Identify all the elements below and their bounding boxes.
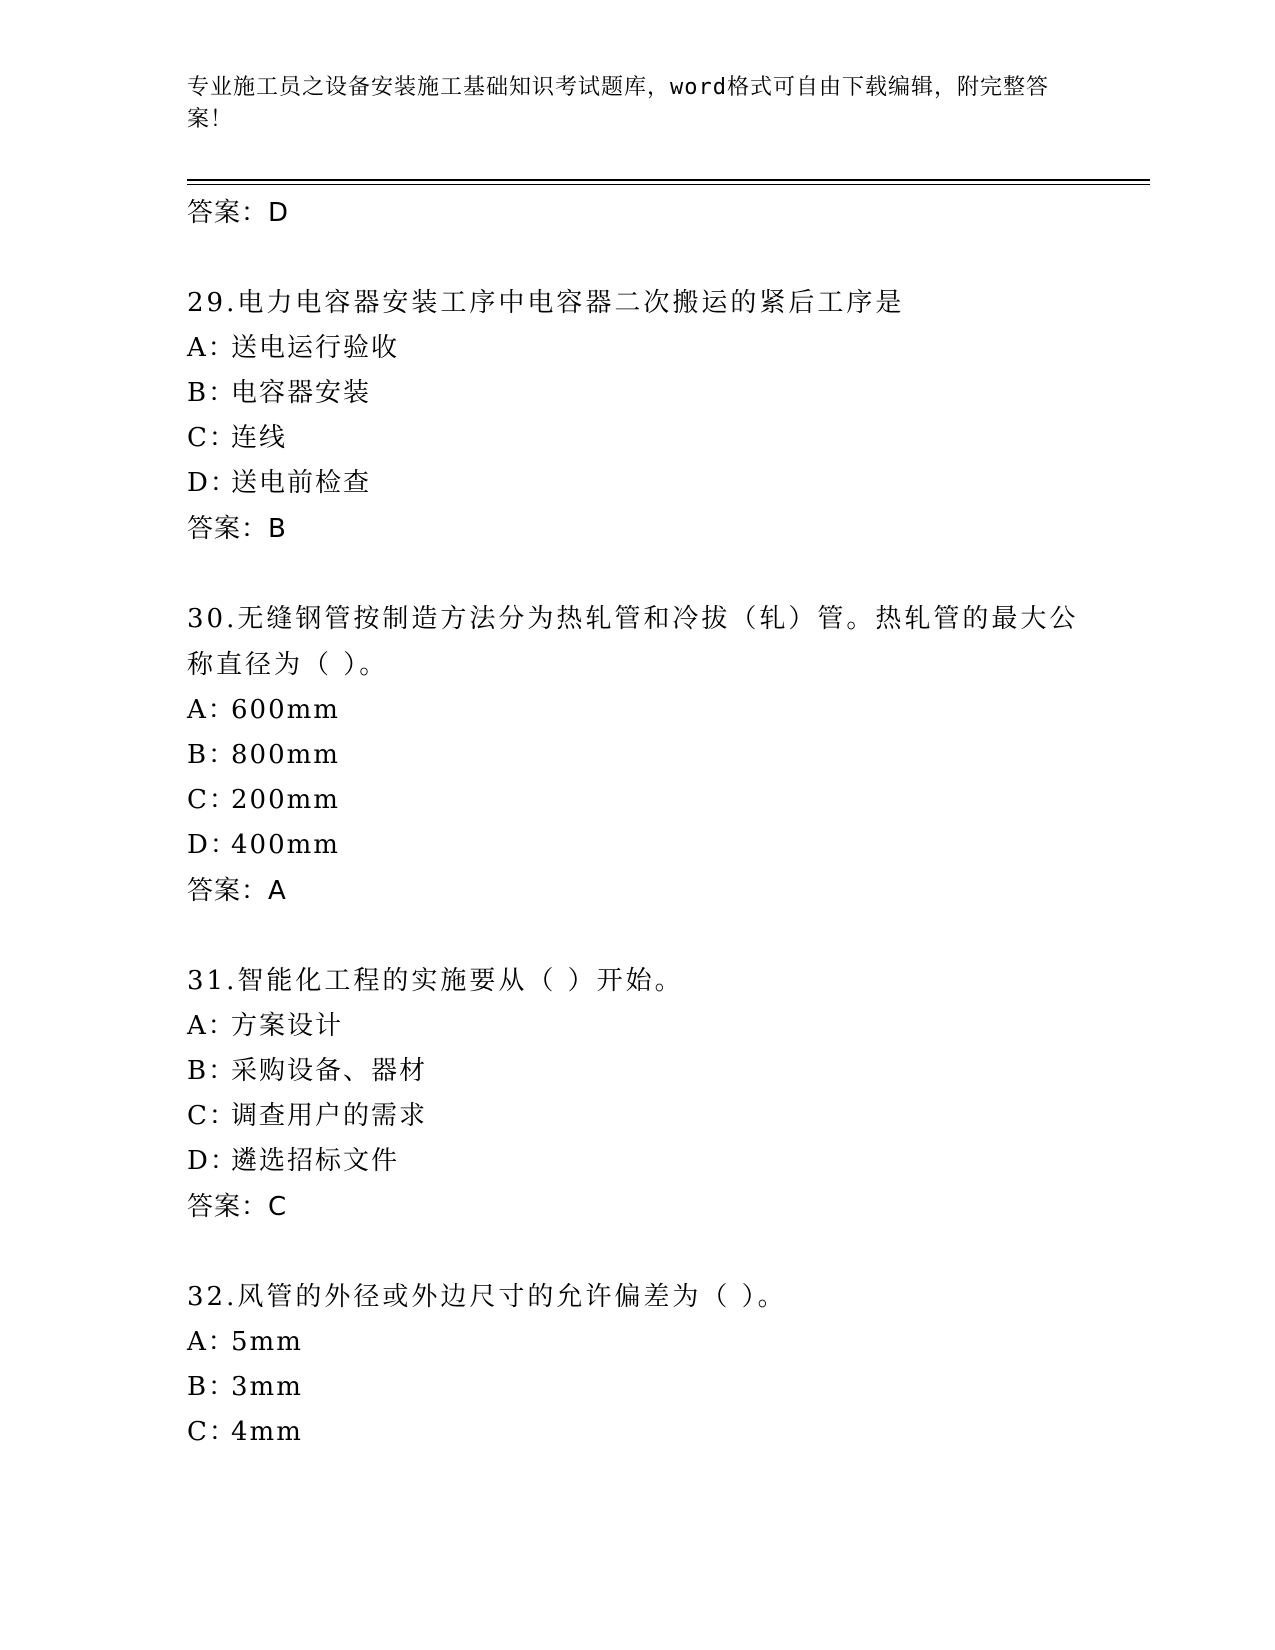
- option-c: [187, 1094, 1087, 1139]
- option-label: A：: [187, 1327, 236, 1357]
- option-text: 4mm: [231, 1417, 303, 1447]
- option-text: 送电运行验收: [231, 333, 400, 363]
- question-block: [187, 596, 1087, 914]
- option-d: [187, 823, 1087, 868]
- option-label: A：: [187, 1011, 236, 1041]
- option-text: 800mm: [231, 740, 340, 770]
- option-text: 200mm: [231, 785, 340, 815]
- answer-text: 答案：B: [187, 514, 287, 544]
- option-text: 400mm: [231, 830, 340, 860]
- option-text: 调查用户的需求: [231, 1101, 428, 1131]
- option-c: [187, 416, 1087, 461]
- option-b: [187, 371, 1087, 416]
- option-a: [187, 1004, 1087, 1049]
- option-b: [187, 1365, 1087, 1410]
- option-label: B：: [187, 378, 237, 408]
- question-text: 30.无缝钢管按制造方法分为热轧管和冷拔（轧）管。热轧管的最大公称直径为（ ）。: [187, 604, 1079, 680]
- option-text: 连线: [231, 423, 288, 453]
- header-divider-thick: [187, 179, 1150, 181]
- option-c: [187, 1410, 1087, 1455]
- option-label: B：: [187, 1056, 237, 1086]
- option-text: 遴选招标文件: [231, 1146, 400, 1176]
- answer-text: 答案：A: [187, 876, 287, 906]
- option-label: D：: [187, 1146, 238, 1176]
- option-label: A：: [187, 333, 236, 363]
- question-text: 31.智能化工程的实施要从（ ）开始。: [187, 966, 684, 996]
- option-label: B：: [187, 1372, 237, 1402]
- option-label: C：: [187, 785, 237, 815]
- option-label: A：: [187, 695, 236, 725]
- option-b: [187, 733, 1087, 778]
- option-label: B：: [187, 740, 237, 770]
- question-list: [187, 190, 1087, 1455]
- option-text: 送电前检查: [231, 468, 372, 498]
- option-a: [187, 1320, 1087, 1365]
- option-label: D：: [187, 468, 238, 498]
- previous-answer: 答案：D: [187, 198, 290, 228]
- question-block: [187, 1274, 1087, 1455]
- option-a: [187, 326, 1087, 371]
- option-label: D：: [187, 830, 238, 860]
- option-d: [187, 1139, 1087, 1184]
- option-c: [187, 778, 1087, 823]
- option-label: C：: [187, 1101, 237, 1131]
- option-b: [187, 1049, 1087, 1094]
- question-text: 32.风管的外径或外边尺寸的允许偏差为（ ）。: [187, 1282, 787, 1312]
- document-header: 专业施工员之设备安装施工基础知识考试题库，word格式可自由下载编辑，附完整答案！: [187, 75, 1049, 132]
- question-text: 29.电力电容器安装工序中电容器二次搬运的紧后工序是: [187, 288, 905, 318]
- option-text: 采购设备、器材: [231, 1056, 428, 1086]
- option-text: 方案设计: [231, 1011, 344, 1041]
- header-divider-thin: [187, 184, 1150, 185]
- question-block: [187, 280, 1087, 552]
- option-a: [187, 688, 1087, 733]
- option-text: 5mm: [231, 1327, 303, 1357]
- answer-text: 答案：C: [187, 1192, 288, 1222]
- option-label: C：: [187, 1417, 237, 1447]
- question-block: [187, 958, 1087, 1230]
- option-text: 600mm: [231, 695, 340, 725]
- option-text: 电容器安装: [231, 378, 372, 408]
- option-label: C：: [187, 423, 237, 453]
- option-d: [187, 461, 1087, 506]
- option-text: 3mm: [231, 1372, 303, 1402]
